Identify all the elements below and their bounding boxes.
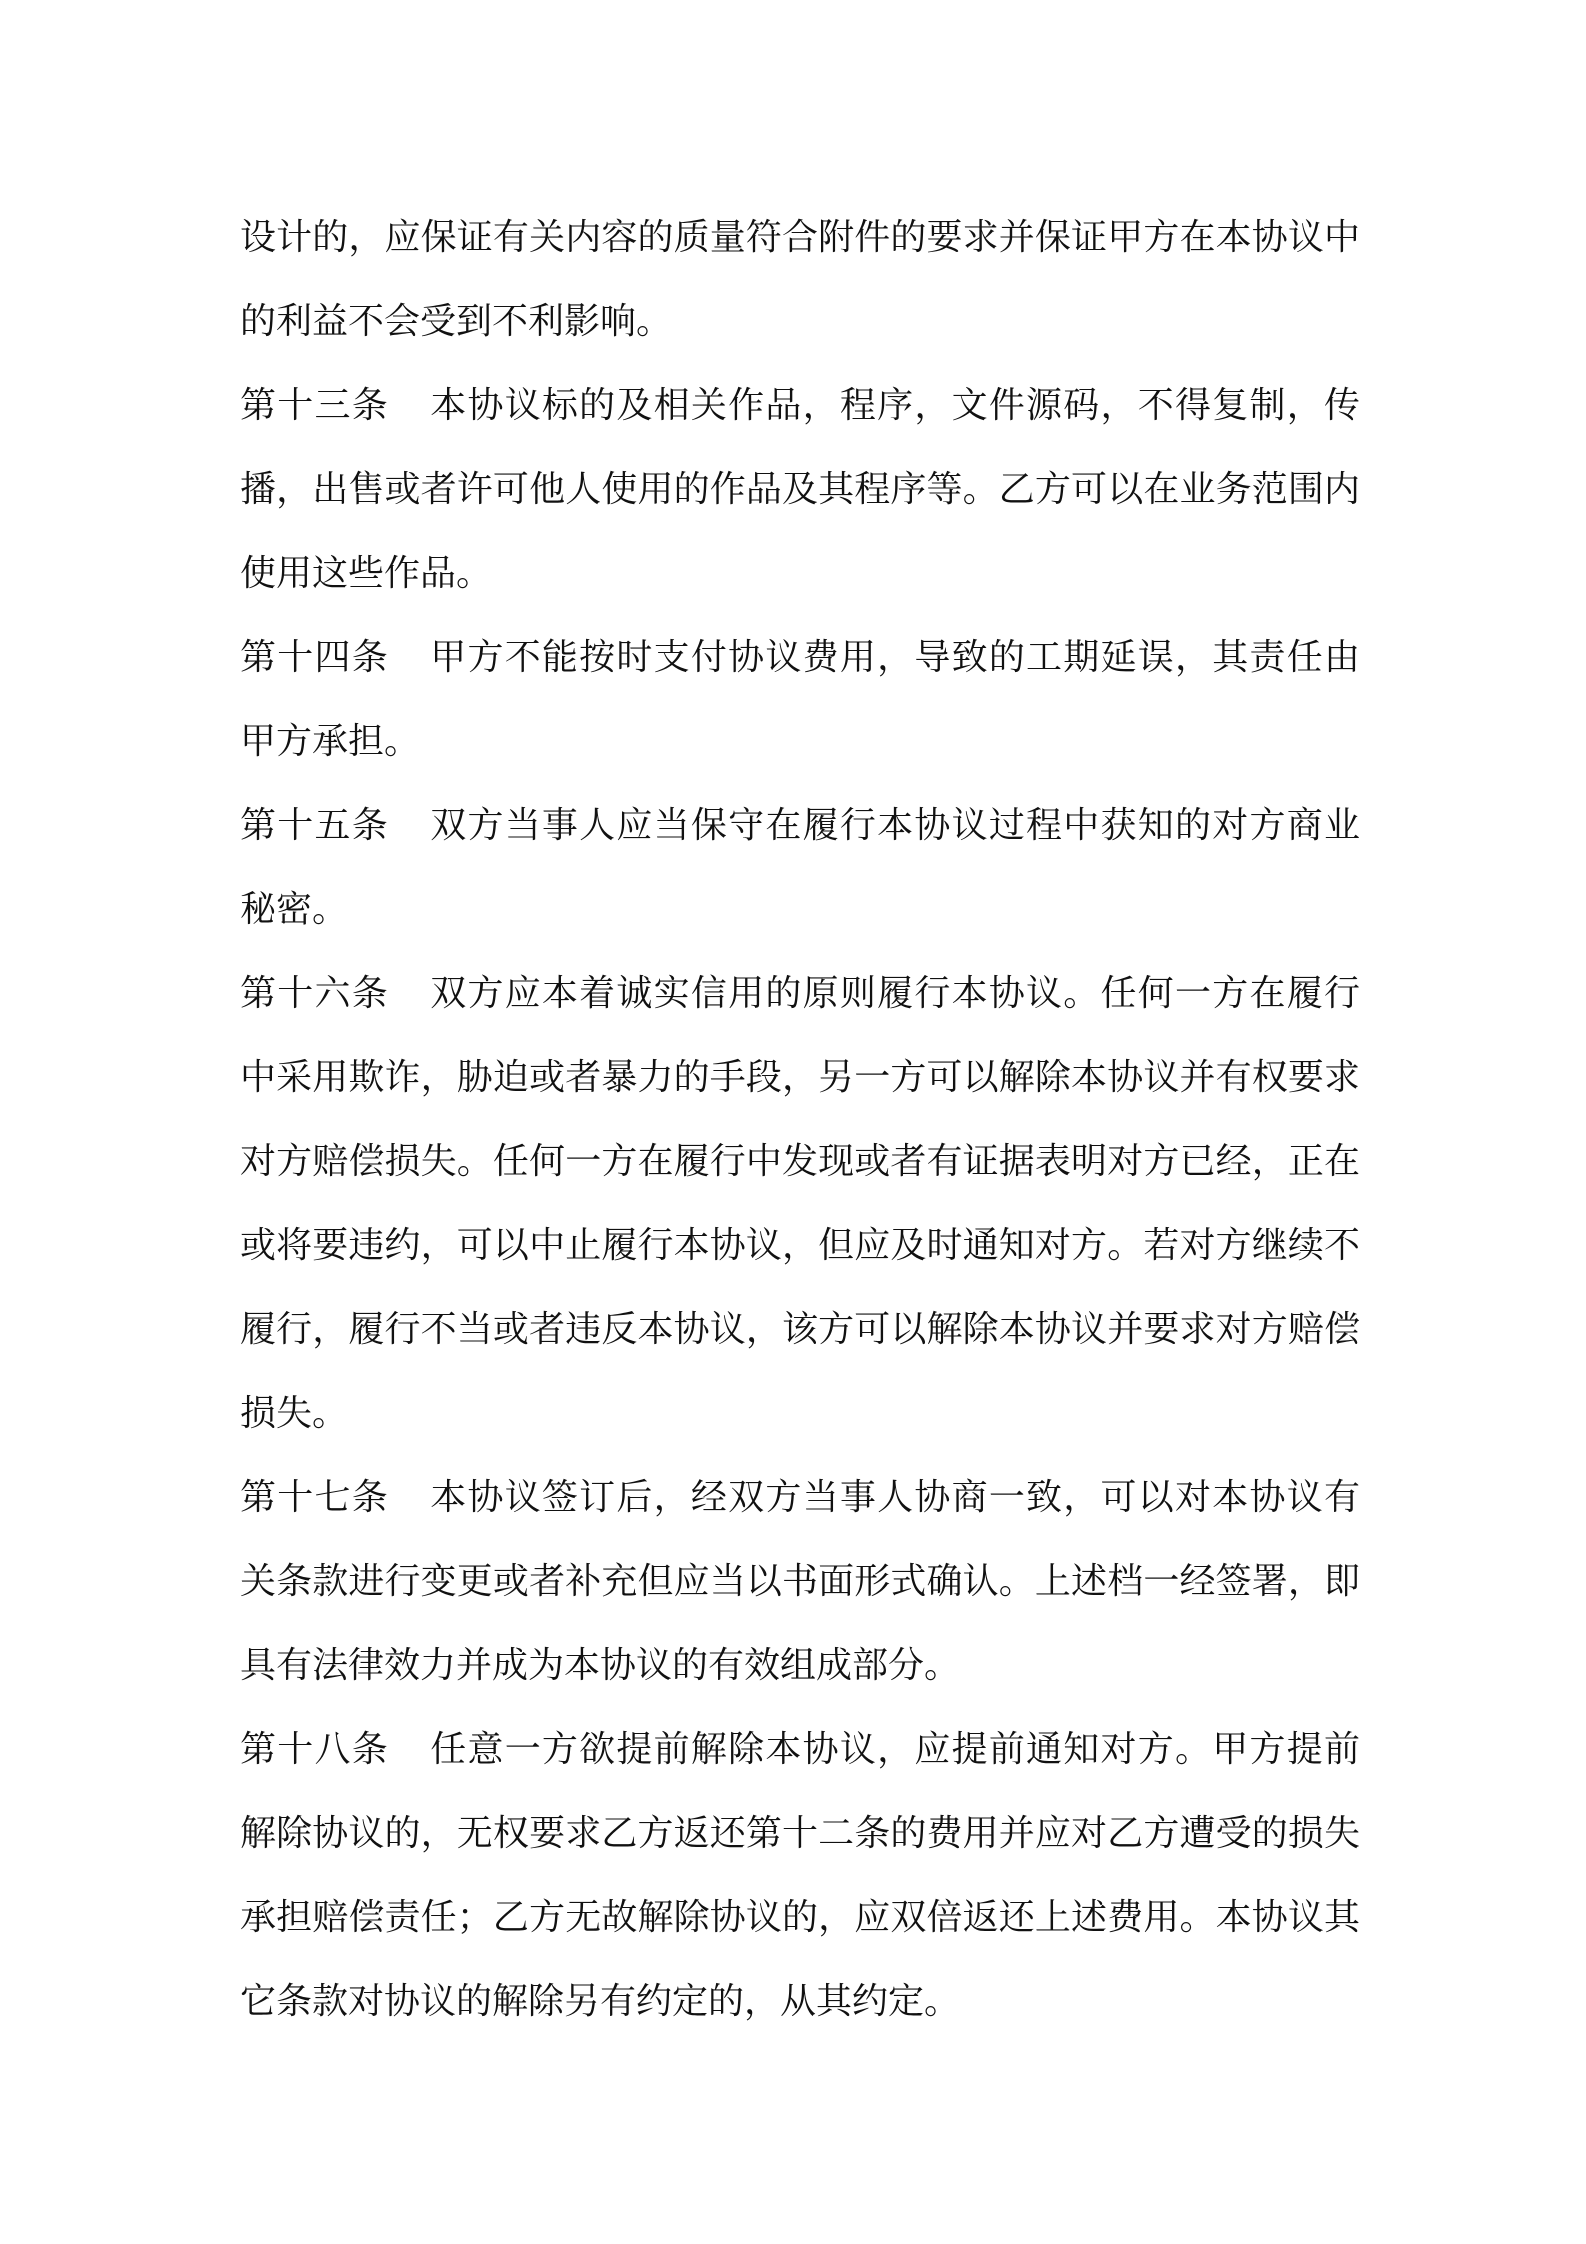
article-13 <box>240 364 1360 616</box>
article-13-number: 第十三条 <box>240 385 389 426</box>
intro-paragraph <box>240 196 1360 364</box>
article-16-text: 双方应本着诚实信用的原则履行本协议。任何一方在履行中采用欺诈，胁迫或者暴力的手段，另一方可以解除本协议并有权要求对方赔偿损失。任何一方在履行中发现或者有证据表明对方已经，正在或将要违约，可以中止履行本协议，但应及时通知对方。若对方继续不履行，履行不当或者违反本协议，该方可以解除本协议并要求对方赔偿损失。 <box>240 973 1360 1434</box>
intro-text: 设计的，应保证有关内容的质量符合附件的要求并保证甲方在本协议中的利益不会受到不利影响。 <box>240 217 1360 342</box>
article-14-number: 第十四条 <box>240 637 389 678</box>
document-body <box>240 196 1360 2044</box>
article-18-number: 第十八条 <box>240 1729 389 1770</box>
article-14-text: 甲方不能按时支付协议费用，导致的工期延误，其责任由甲方承担。 <box>240 637 1360 762</box>
article-16-number: 第十六条 <box>240 973 389 1014</box>
article-17 <box>240 1456 1360 1708</box>
article-17-number: 第十七条 <box>240 1477 389 1518</box>
article-18-text: 任意一方欲提前解除本协议，应提前通知对方。甲方提前解除协议的，无权要求乙方返还第十二条的费用并应对乙方遭受的损失承担赔偿责任；乙方无故解除协议的，应双倍返还上述费用。本协议其它条款对协议的解除另有约定的，从其约定。 <box>240 1729 1360 2022</box>
article-17-text: 本协议签订后，经双方当事人协商一致，可以对本协议有关条款进行变更或者补充但应当以书面形式确认。上述档一经签署，即具有法律效力并成为本协议的有效组成部分。 <box>240 1477 1360 1686</box>
article-15 <box>240 784 1360 952</box>
article-14 <box>240 616 1360 784</box>
article-15-text: 双方当事人应当保守在履行本协议过程中获知的对方商业秘密。 <box>240 805 1360 930</box>
article-15-number: 第十五条 <box>240 805 389 846</box>
article-16 <box>240 952 1360 1456</box>
article-18 <box>240 1708 1360 2044</box>
article-13-text: 本协议标的及相关作品，程序，文件源码，不得复制，传播，出售或者许可他人使用的作品及其程序等。乙方可以在业务范围内使用这些作品。 <box>240 385 1360 594</box>
